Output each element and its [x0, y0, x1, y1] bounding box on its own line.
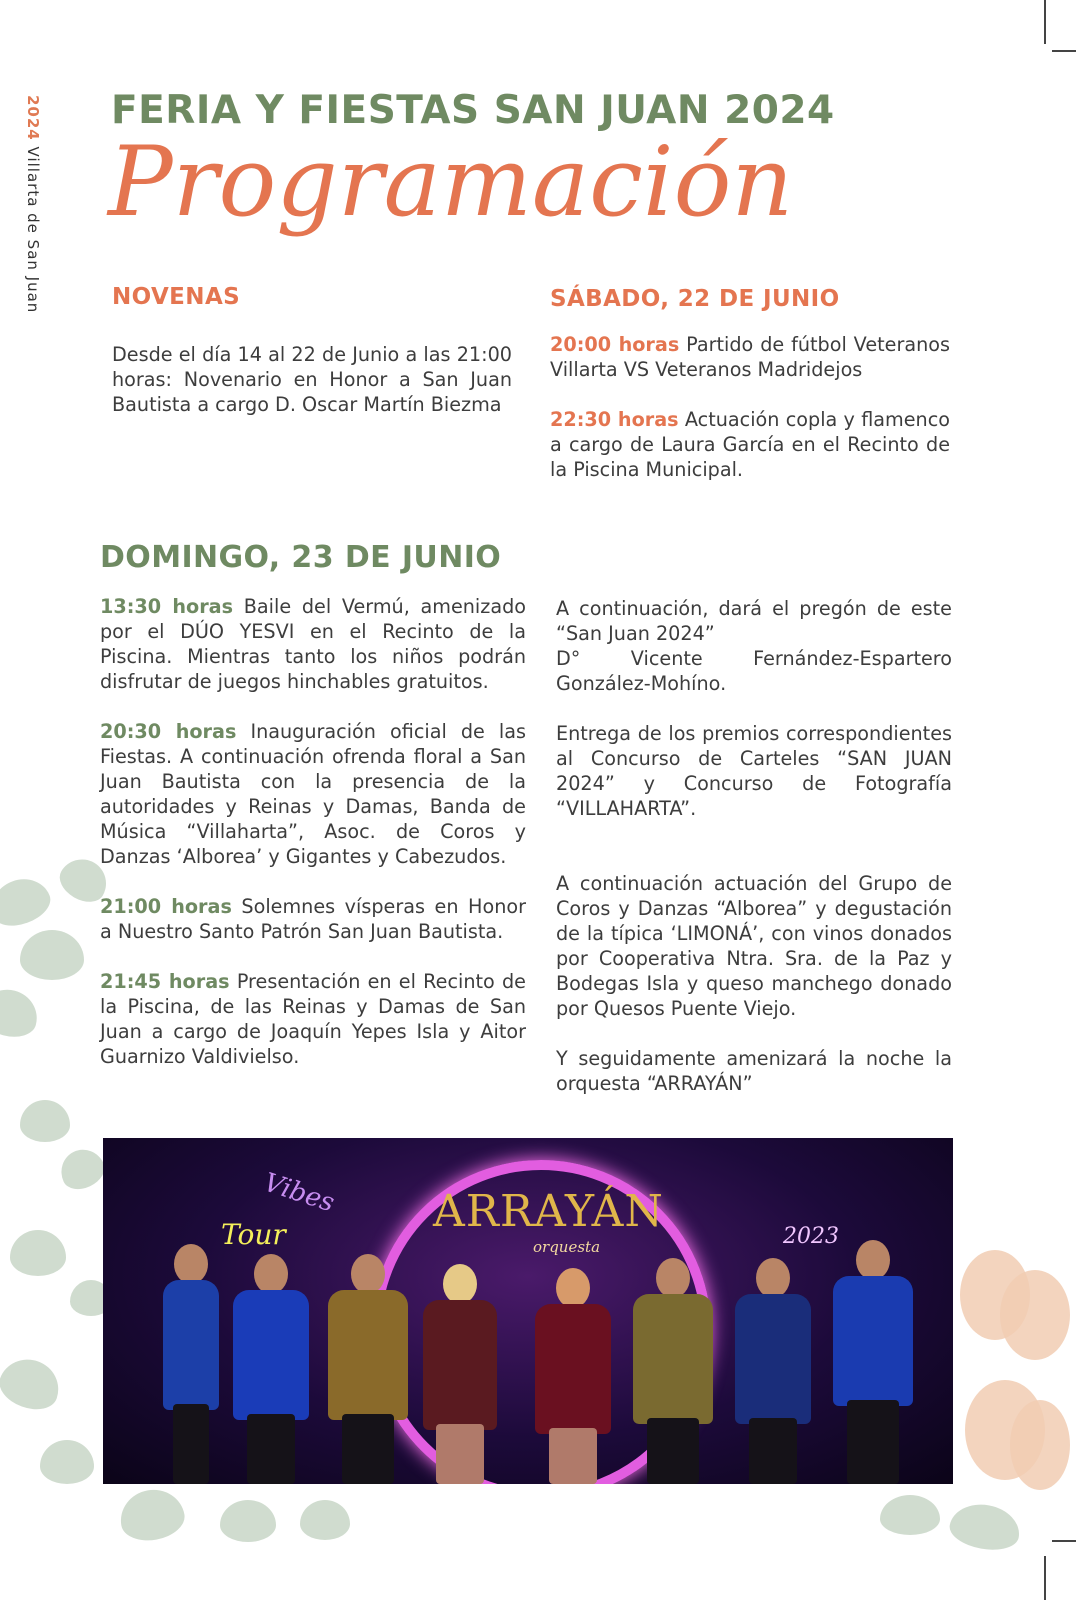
page-subtitle: FERIA Y FIESTAS SAN JUAN 2024	[111, 88, 835, 133]
event-item	[100, 969, 526, 1069]
event-text: Solemnes vísperas en Honor a Nuestro Santo Patrón San Juan Bautista.	[100, 895, 526, 943]
neon-year-text: 2023	[783, 1224, 839, 1249]
neon-vibes-text: Vibes	[260, 1167, 338, 1219]
event-text: Inauguración oficial de las Fiestas. A continuación ofrenda floral a San Juan Bautista con la presencia de la autoridades y Reinas y Damas, Banda de Música “Villaharta”, Asoc. de Coros y Danzas ‘Alborea’ y Gigantes y Cabezudos.	[100, 720, 526, 868]
sabado-events	[550, 332, 950, 507]
event-item	[100, 719, 526, 869]
pregonero-name: D° Vicente Fernández-Espartero González-Mohíno.	[556, 647, 952, 695]
band-logo-sub: orquesta	[533, 1238, 601, 1256]
event-text: Baile del Vermú, amenizado por el DÚO YESVI en el Recinto de la Piscina. Mientras tanto los niños podrán disfrutar de juegos hinchables gratuitos.	[100, 595, 526, 693]
crop-mark	[1052, 50, 1076, 52]
domingo-right-column	[556, 596, 952, 1096]
side-label	[18, 95, 42, 335]
event-time: 20:00 horas	[550, 333, 680, 356]
sabado-heading: SÁBADO, 22 DE JUNIO	[550, 286, 840, 312]
event-time: 22:30 horas	[550, 408, 679, 431]
crop-mark	[1052, 1540, 1076, 1542]
band-logo: ARRAYÁN	[433, 1186, 664, 1237]
side-place: Villarta de San Juan	[24, 146, 42, 314]
event-item	[100, 894, 526, 944]
domingo-left-column	[100, 594, 526, 1094]
novenas-heading: NOVENAS	[112, 284, 241, 310]
page-title: Programación	[108, 126, 794, 238]
band-photo	[103, 1138, 953, 1484]
crop-mark	[1044, 0, 1046, 44]
neon-tour-text: Tour	[221, 1218, 286, 1251]
pregon-text: A continuación, dará el pregón de este “San Juan 2024”	[556, 597, 952, 645]
alborea-text: A continuación actuación del Grupo de Coros y Danzas “Alborea” y degustación de la típica ‘LIMONÁ’, con vinos donados por Cooperativa Ntra. Sra. de la Paz y Bodegas Isla y queso manchego donado por Quesos Puente Viejo.	[556, 872, 952, 1020]
domingo-heading: DOMINGO, 23 DE JUNIO	[100, 540, 502, 575]
event-text: Partido de fútbol Veteranos Villarta VS Veteranos Madridejos	[550, 333, 950, 381]
event-time: 21:00 horas	[100, 895, 232, 918]
event-time: 13:30 horas	[100, 595, 234, 618]
event-text: Actuación copla y flamenco a cargo de Laura García en el Recinto de la Piscina Municipal.	[550, 408, 950, 481]
event-item	[550, 332, 950, 382]
novenas-text: Desde el día 14 al 22 de Junio a las 21:00 horas: Novenario en Honor a San Juan Bautista a cargo D. Oscar Martín Biezma	[112, 343, 512, 416]
event-time: 20:30 horas	[100, 720, 237, 743]
event-item	[100, 594, 526, 694]
premios-text: Entrega de los premios correspondientes al Concurso de Carteles “SAN JUAN 2024” y Concurso de Fotografía “VILLAHARTA”.	[556, 722, 952, 820]
event-item	[550, 407, 950, 482]
event-text: Presentación en el Recinto de la Piscina, de las Reinas y Damas de San Juan a cargo de Joaquín Yepes Isla y Aitor Guarnizo Valdivielso.	[100, 970, 526, 1068]
side-year: 2024	[24, 95, 42, 141]
orquesta-text: Y seguidamente amenizará la noche la orquesta “ARRAYÁN”	[556, 1047, 952, 1095]
crop-mark	[1044, 1556, 1046, 1600]
event-time: 21:45 horas	[100, 970, 230, 993]
